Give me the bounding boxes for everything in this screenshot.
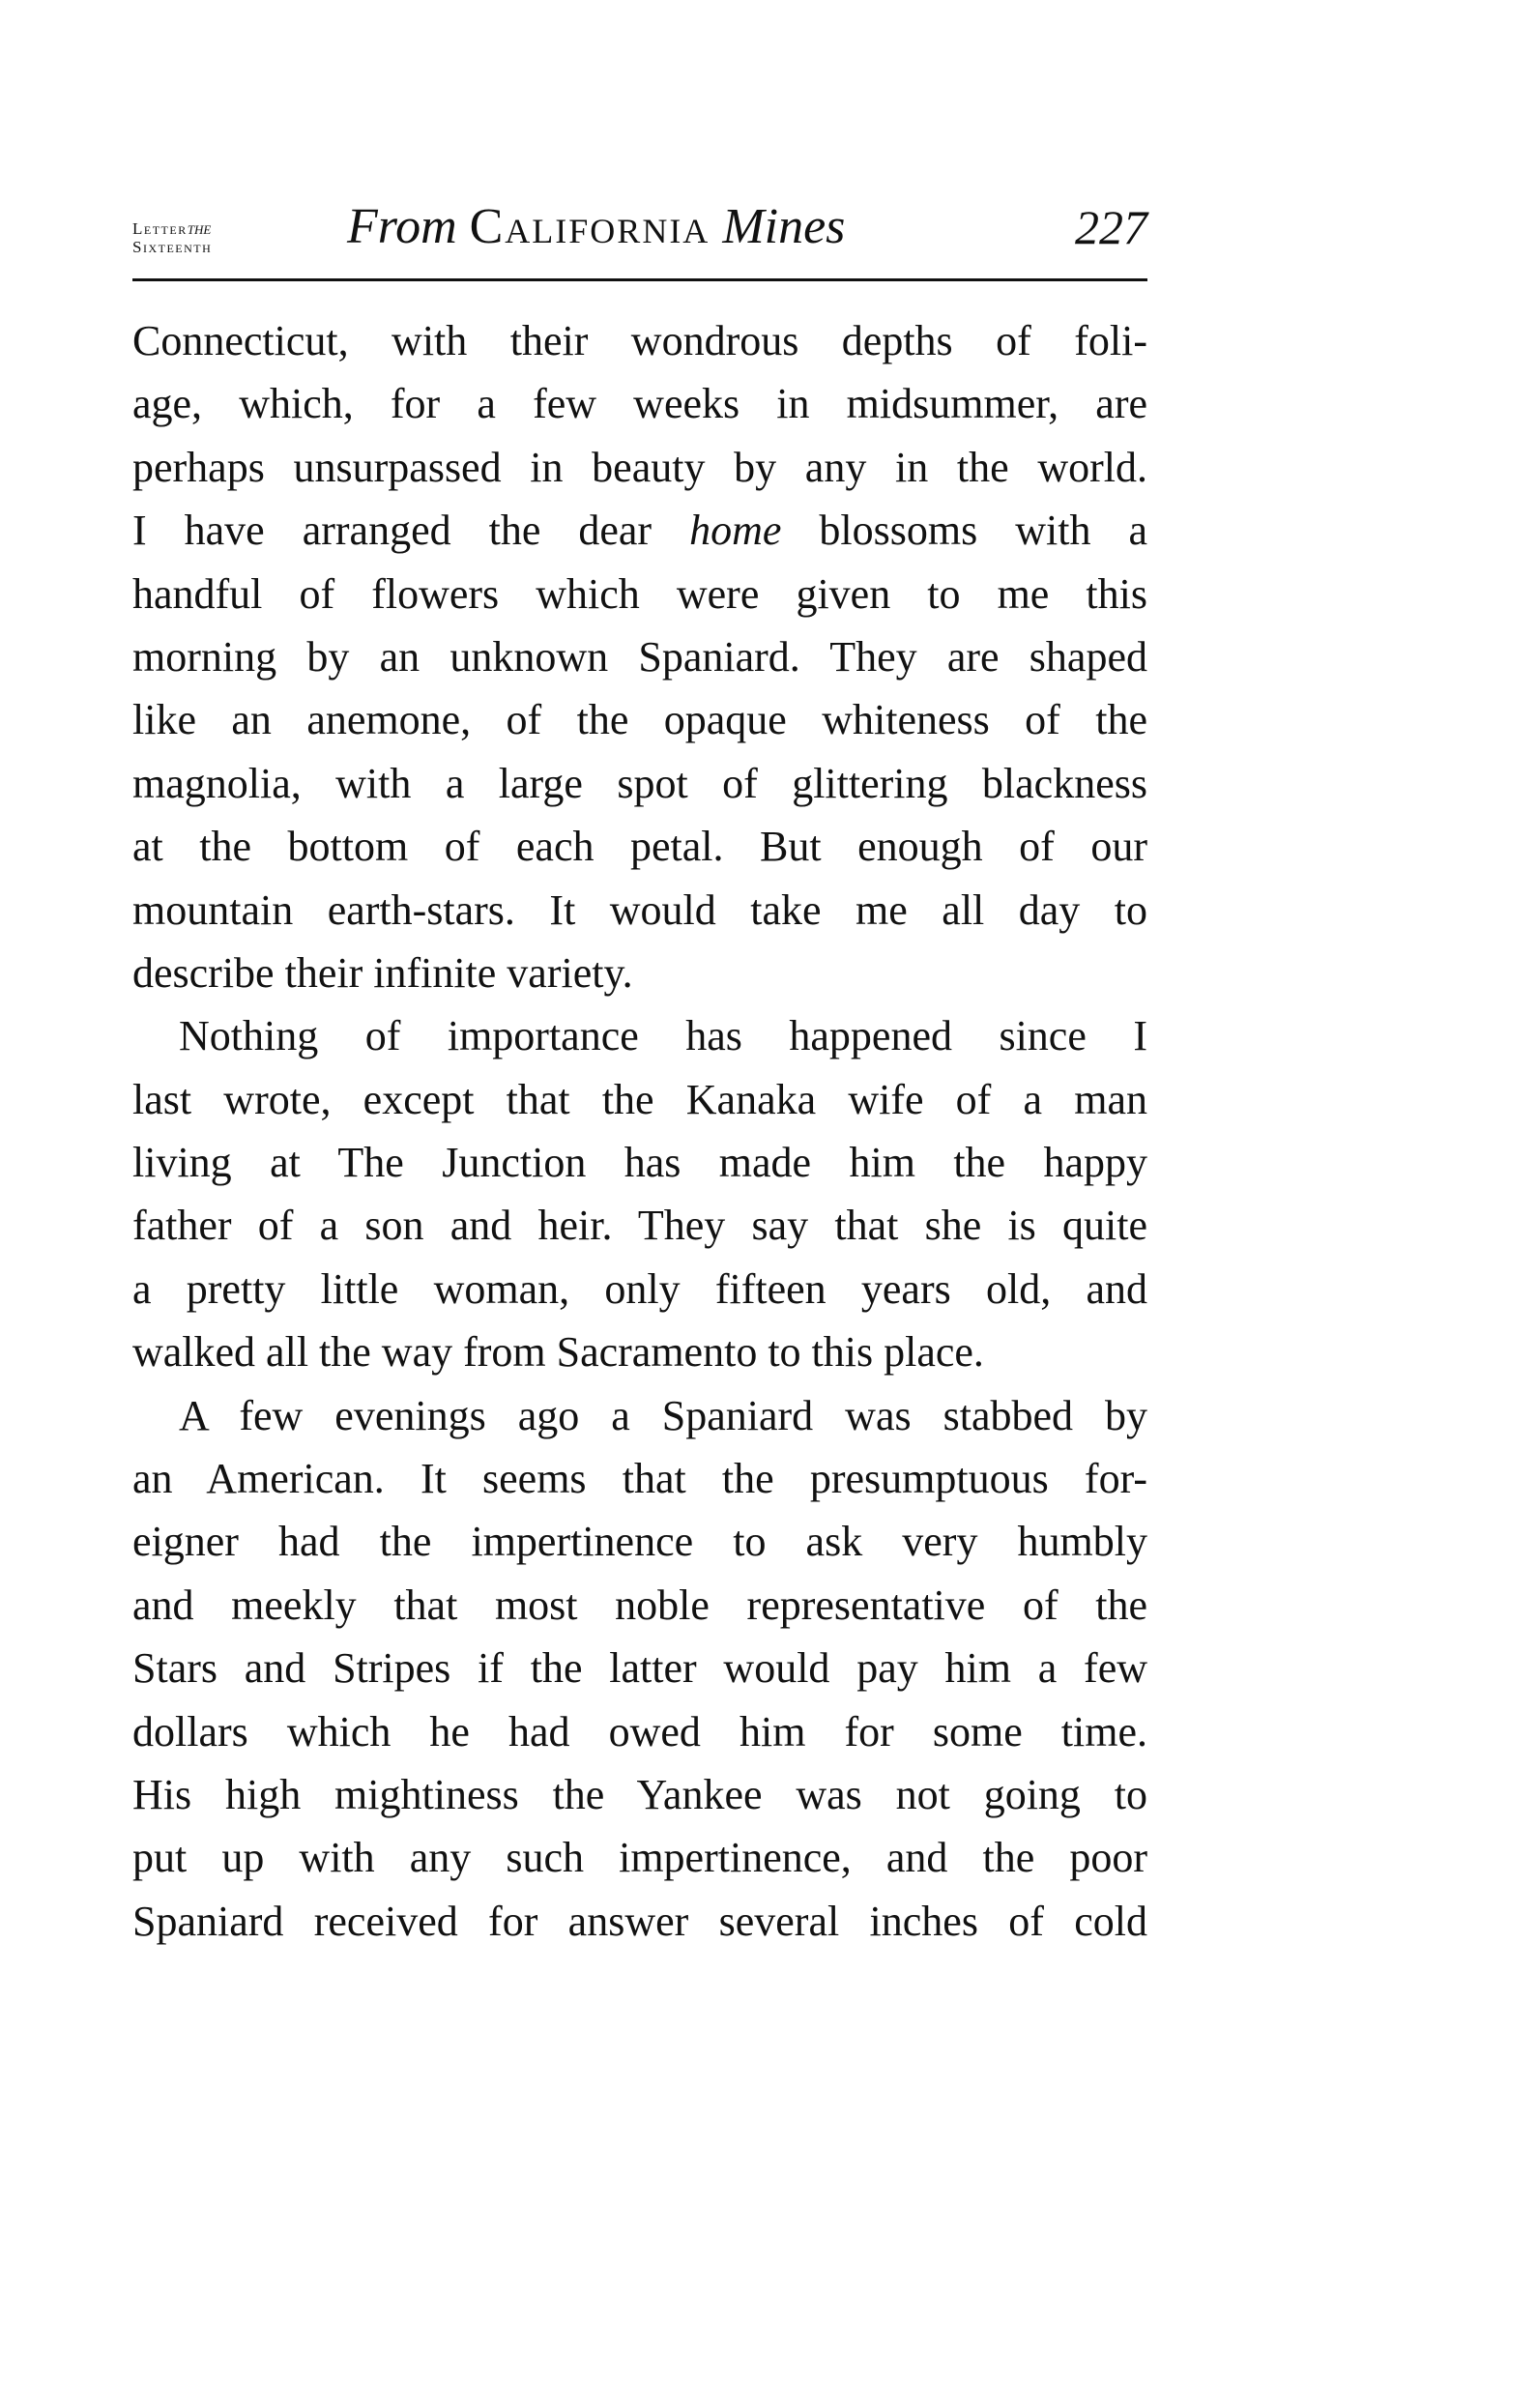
text-run: magnolia, with a large spot of glittering blackness (132, 759, 1147, 807)
text-line (132, 1637, 1147, 1699)
text-line (132, 1131, 1147, 1194)
text-run: mountain earth-stars. It would take me all day to (132, 885, 1147, 934)
title-from: From (347, 199, 457, 254)
body-text (132, 309, 1147, 1953)
header-rule (132, 278, 1147, 281)
paragraph (132, 1004, 1147, 1383)
text-line (132, 942, 1147, 1004)
text-run: blossoms with a (781, 507, 1147, 555)
text-line (132, 879, 1147, 942)
text-run: last wrote, except that the Kanaka wife of a man (132, 1075, 1147, 1123)
text-run: morning by an unknown Spaniard. They are shaped (132, 632, 1147, 681)
text-run: perhaps unsurpassed in beauty by any in the world. (132, 443, 1147, 491)
text-line (132, 1258, 1147, 1320)
text-line (132, 372, 1147, 435)
text-line (132, 1700, 1147, 1763)
text-run: put up with any such impertinence, and the poor (132, 1834, 1147, 1882)
text-line (132, 1890, 1147, 1953)
text-line (132, 1510, 1147, 1573)
letter-label (132, 219, 212, 256)
text-line (132, 436, 1147, 499)
text-run: Nothing of importance has happened since I (179, 1012, 1147, 1060)
title-california: California (469, 199, 710, 254)
text-line (132, 1068, 1147, 1131)
paragraph (132, 309, 1147, 1004)
paragraph (132, 1384, 1147, 1954)
text-run: at the bottom of each petal. But enough of our (132, 823, 1147, 871)
text-line (132, 309, 1147, 372)
text-line (132, 1194, 1147, 1257)
italic-word: home (689, 507, 782, 555)
letter-article: the (187, 218, 212, 238)
text-run: His high mightiness the Yankee was not going to (132, 1770, 1147, 1818)
text-run: describe their infinite variety. (132, 948, 633, 997)
text-run: Spaniard received for answer several inches of cold (132, 1897, 1147, 1945)
text-run: Stars and Stripes if the latter would pay him a few (132, 1644, 1147, 1693)
text-run: and meekly that most noble representative of the (132, 1581, 1147, 1629)
book-title (347, 198, 845, 256)
text-run: age, which, for a few weeks in midsummer, are (132, 380, 1147, 428)
running-head (132, 198, 1147, 276)
text-run: eigner had the impertinence to ask very humbly (132, 1518, 1147, 1566)
text-run: A few evenings ago a Spaniard was stabbed by (179, 1391, 1147, 1439)
text-run: Connecticut, with their wondrous depths of foli- (132, 317, 1147, 364)
text-line (132, 563, 1147, 625)
page-number: 227 (1075, 200, 1147, 254)
text-line (132, 1447, 1147, 1510)
text-line (132, 1004, 1147, 1067)
text-line (132, 688, 1147, 751)
text-line (132, 1826, 1147, 1889)
text-line (132, 1574, 1147, 1637)
text-run: I have arranged the dear (132, 507, 690, 555)
text-run: handful of flowers which were given to me this (132, 569, 1147, 618)
text-line (132, 1763, 1147, 1826)
text-line (132, 499, 1147, 562)
title-mines: Mines (722, 199, 846, 254)
text-run: walked all the way from Sacramento to this place. (132, 1328, 984, 1377)
text-line (132, 815, 1147, 878)
text-line (132, 1320, 1147, 1383)
text-line (132, 625, 1147, 688)
text-run: a pretty little woman, only fifteen years old, and (132, 1264, 1147, 1313)
text-run: dollars which he had owed him for some time. (132, 1707, 1147, 1755)
text-line (132, 1384, 1147, 1447)
letter-ordinal: Sixteenth (132, 238, 213, 256)
text-run: like an anemone, of the opaque whiteness of the (132, 696, 1147, 744)
text-run: an American. It seems that the presumptuous for- (132, 1455, 1147, 1503)
letter-word: Letter (132, 219, 188, 238)
text-line (132, 752, 1147, 815)
text-run: living at The Junction has made him the happy (132, 1139, 1147, 1187)
text-run: father of a son and heir. They say that she is quite (132, 1202, 1147, 1250)
